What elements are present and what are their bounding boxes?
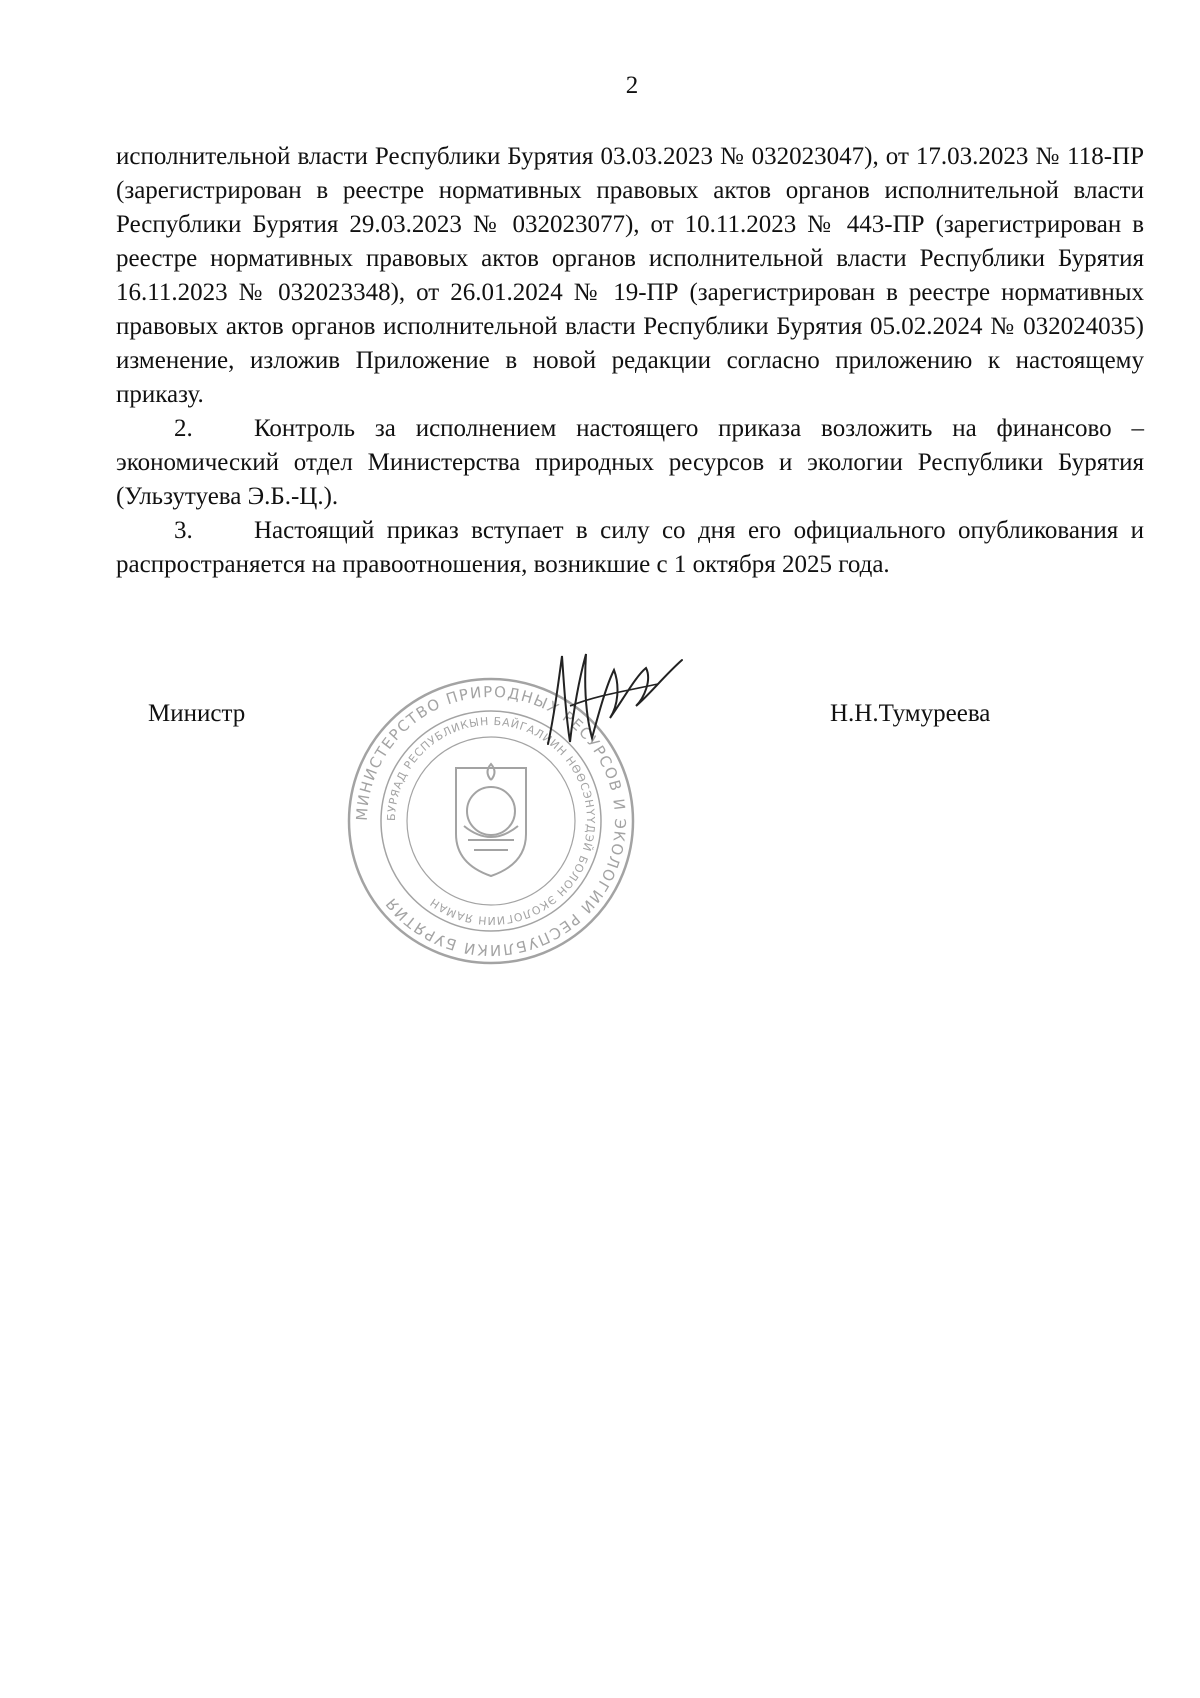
paragraph-item-2 <box>116 412 1144 514</box>
item-number: 2. <box>174 415 193 442</box>
paragraph-item-3 <box>116 514 1144 582</box>
paragraph-continuation: исполнительной власти Республики Бурятия 03.03.2023 № 032023047), от 17.03.2023 № 118-ПР (зарегистрирован в реестре нормативных правовых актов органов исполнительной власти Республики Бурятия 29.03.2023 № 032023077), от 10.11.2023 № 443-ПР (зарегистрирован в реестре нормативных правовых актов органов исполнительной власти Республики Бурятия 16.11.2023 № 032023348), от 26.01.2024 № 19-ПР (зарегистрирован в реестре нормативных правовых актов органов исполнительной власти Республики Бурятия 05.02.2024 № 032024035) изменение, изложив Приложение в новой редакции согласно приложению к настоящему приказу. <box>116 143 1144 408</box>
item-text: Настоящий приказ вступает в силу со дня его официального опубликования и распространяется на правоотношения, возникшие с 1 октября 2025 года. <box>116 517 1144 578</box>
item-text: Контроль за исполнением настоящего приказа возложить на финансово – экономический отдел Министерства природных ресурсов и экологии Республики Бурятия (Ульзутуева Э.Б.-Ц.). <box>116 415 1144 510</box>
coat-of-arms-icon <box>456 764 526 876</box>
stamp-outer-text: МИНИСТЕРСТВО ПРИРОДНЫХ РЕСУРСОВ И ЭКОЛОГИИ РЕСПУБЛИКИ БУРЯТИЯ <box>352 682 630 960</box>
order-body <box>116 140 1144 582</box>
signatory-position: Министр <box>148 700 246 727</box>
item-number: 3. <box>174 517 193 544</box>
stamp-inner-text: БУРЯАД РЕСПУБЛИКЫН БАЙГАЛИИН НӨӨСЭНҮҮДЭЙ БОЛОН ЭКОЛОГИИН ЯАМАН <box>384 714 598 928</box>
signatory-name: Н.Н.Тумуреева <box>830 700 991 727</box>
handwritten-signature <box>540 646 690 756</box>
page-number: 2 <box>625 72 639 99</box>
